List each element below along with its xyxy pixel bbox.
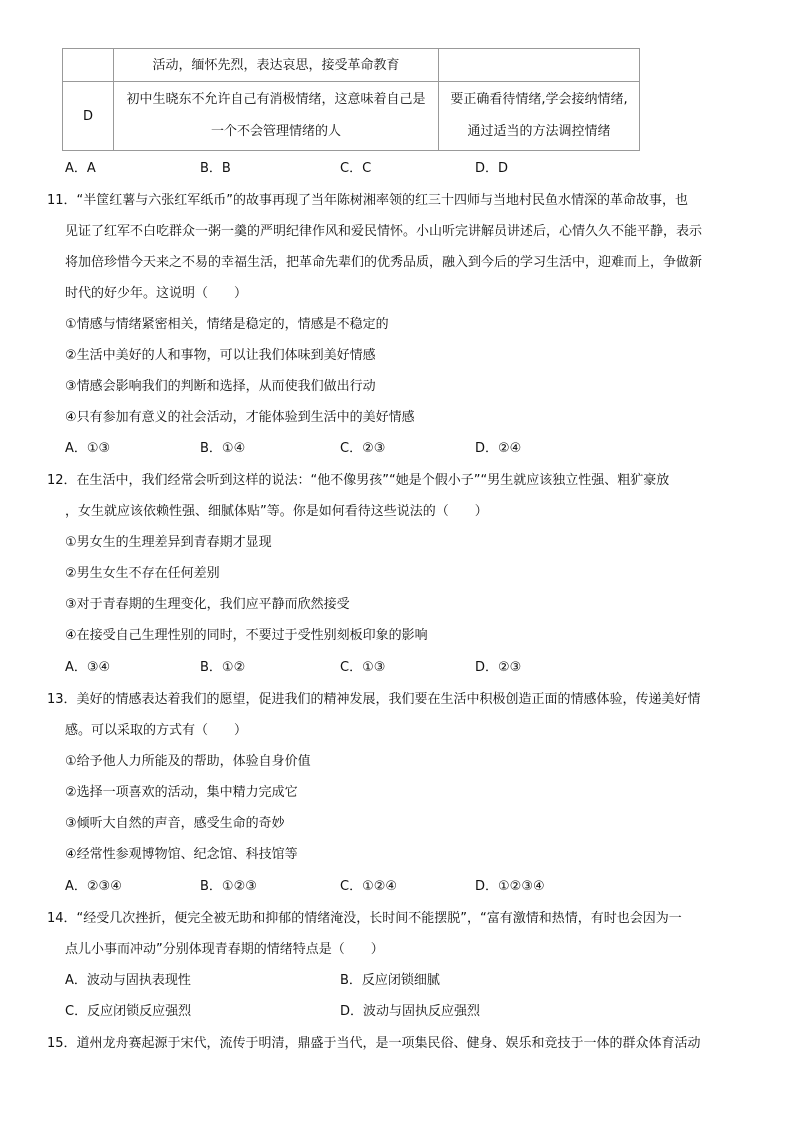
option-b: B．①②③ — [200, 879, 257, 894]
statement-item: ③对于青春期的生理变化，我们应平静而欣然接受 — [65, 597, 350, 612]
cell-line: 一个不会管理情绪的人 — [210, 124, 341, 139]
table-cell-comment — [439, 49, 640, 82]
question-12-line: ，女生就应该依赖性强、细腻体贴”等。你是如何看待这些说法的（ ） — [65, 504, 488, 519]
table-row — [63, 49, 640, 82]
statement-item: ④经常性参观博物馆、纪念馆、科技馆等 — [65, 847, 298, 862]
option-a: A．A — [65, 161, 96, 176]
table-cell-comment — [439, 82, 640, 151]
statement-item: ②男生女生不存在任何差别 — [65, 566, 220, 581]
option-c: C．②③ — [340, 441, 386, 456]
option-a: A．波动与固执表现性 — [65, 973, 191, 988]
option-d: D．波动与固执反应强烈 — [340, 1004, 481, 1019]
question-13-line: 感。可以采取的方式有（ ） — [65, 723, 248, 738]
table-row — [63, 82, 640, 151]
statement-item: ④只有参加有意义的社会活动，才能体验到生活中的美好情感 — [65, 410, 415, 425]
question-13-line: 13．美好的情感表达着我们的愿望，促进我们的精神发展，我们要在生活中积极创造正面的情感体验，传递美好情 — [47, 692, 701, 707]
cell-line: 通过适当的方法调控情绪 — [467, 124, 611, 139]
option-c: C．①③ — [340, 660, 386, 675]
statement-item: ④在接受自己生理性别的同时，不要过于受性别刻板印象的影响 — [65, 628, 428, 643]
table-cell-label: D — [63, 82, 114, 151]
option-b: B．①② — [200, 660, 246, 675]
option-d: D．①②③④ — [475, 879, 545, 894]
statement-item: ②生活中美好的人和事物，可以让我们体味到美好情感 — [65, 348, 376, 363]
question-12-line: 12．在生活中，我们经常会听到这样的说法：“他不像男孩”“她是个假小子”“男生就应该独立性强、粗犷豪放 — [47, 473, 670, 488]
option-a: A．②③④ — [65, 879, 122, 894]
option-a: A．③④ — [65, 660, 111, 675]
table-cell-case — [114, 82, 439, 151]
option-b: B．①④ — [200, 441, 246, 456]
option-b: B．B — [200, 161, 231, 176]
option-b: B．反应闭锁细腻 — [340, 973, 440, 988]
option-c: C．反应闭锁反应强烈 — [65, 1004, 192, 1019]
statement-item: ①情感与情绪紧密相关，情绪是稳定的，情感是不稳定的 — [65, 317, 389, 332]
question-11-line: 11．“半筐红薯与六张红军纸币”的故事再现了当年陈树湘率领的红三十四师与当地村民鱼水情深的革命故事，也 — [47, 193, 689, 208]
question-14-line: 14．“经受几次挫折，便完全被无助和抑郁的情绪淹没，长时间不能摆脱”，“富有激情和热情，有时也会因为一 — [47, 911, 682, 926]
question-11-line: 将加倍珍惜今天来之不易的幸福生活，把革命先辈们的优秀品质，融入到今后的学习生活中，迎难而上，争做新 — [65, 255, 703, 270]
statement-item: ②选择一项喜欢的活动，集中精力完成它 — [65, 785, 298, 800]
answer-table — [62, 48, 640, 151]
table-cell-label — [63, 49, 114, 82]
table-cell-case: 活动，缅怀先烈，表达哀思，接受革命教育 — [114, 49, 439, 82]
question-11-line: 时代的好少年。这说明（ ） — [65, 286, 248, 301]
question-11-line: 见证了红军不白吃群众一粥一羹的严明纪律作风和爱民情怀。小山听完讲解员讲述后，心情久久不能平静，表示 — [65, 224, 703, 239]
question-14-line: 点儿小事而冲动”分别体现青春期的情绪特点是（ ） — [65, 942, 384, 957]
statement-item: ①男女生的生理差异到青春期才显现 — [65, 535, 272, 550]
option-d: D．D — [475, 161, 509, 176]
statement-item: ①给予他人力所能及的帮助，体验自身价值 — [65, 754, 311, 769]
statement-item: ③情感会影响我们的判断和选择，从而使我们做出行动 — [65, 379, 376, 394]
option-d: D．②④ — [475, 441, 522, 456]
question-15-line: 15．道州龙舟赛起源于宋代，流传于明清，鼎盛于当代，是一项集民俗、健身、娱乐和竞技于一体的群众体育活动 — [47, 1036, 701, 1051]
option-d: D．②③ — [475, 660, 522, 675]
cell-line: 初中生晓东不允许自己有消极情绪，这意味着自己是 — [126, 92, 426, 107]
cell-line: 要正确看待情绪,学会接纳情绪, — [450, 92, 628, 107]
option-c: C．C — [340, 161, 372, 176]
option-c: C．①②④ — [340, 879, 398, 894]
statement-item: ③倾听大自然的声音，感受生命的奇妙 — [65, 816, 285, 831]
option-a: A．①③ — [65, 441, 111, 456]
